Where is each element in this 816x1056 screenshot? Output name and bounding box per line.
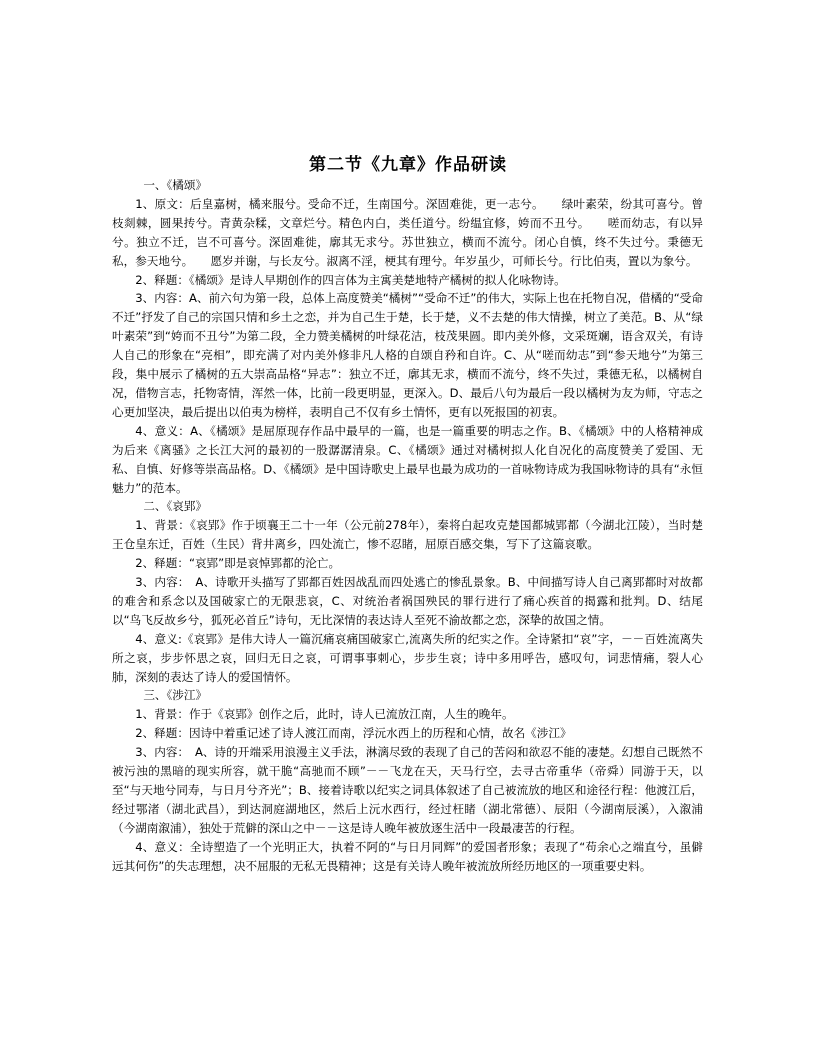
section-heading-she-jiang: 三、《涉江》	[143, 688, 208, 703]
ai-ying-content: 3、内容： A、诗歌开头描写了郢都百姓因战乱而四处逃亡的惨乱景象。B、中间描写诗人自己离郢都时对故都的难舍和系念以及国破家亡的无限悲哀，C、对统治者祸国殃民的罪行进行了痛心疾首的揭露和批判。D、结尾以“鸟飞反故乡兮，狐死必首丘”诗句，无比深情的表达诗人至死不渝故都之恋，深挚的故国之情。	[112, 575, 703, 627]
document-body	[112, 176, 703, 876]
page-title: 第二节《九章》作品研读	[309, 155, 507, 175]
section-heading-ai-ying: 二、《哀郢》	[143, 499, 208, 514]
section-heading-ju-song: 一、《橘颂》	[143, 178, 208, 192]
ju-song-title-explanation: 2、释题：《橘颂》是诗人早期创作的四言体为主寓美楚地特产橘树的拟人化咏物诗。	[135, 272, 566, 287]
she-jiang-significance: 4、意义：全诗塑造了一个光明正大，执着不阿的“与日月同辉”的爱国者形象；表现了“苟余心之端直兮，虽僻远其何伤”的失志理想，决不屈服的无私无畏精神；这是有关诗人晚年被流放所经历地区的一项重要史料。	[112, 839, 703, 873]
ju-song-significance: 4、意义：A、《橘颂》是屈原现存作品中最早的一篇，也是一篇重要的明志之作。B、《橘颂》中的人格精神成为后来《离骚》之长江大河的最初的一股潺潺清泉。C、《橘颂》通过对橘树拟人化自况化的高度赞美了爱国、无私、自慎、好修等崇高品格。D、《橘颂》是中国诗歌史上最早也最为成功的一首咏物诗成为我国咏物诗的具有“永恒魅力”的范本。	[112, 423, 703, 495]
ai-ying-background: 1、背景：《哀郢》作于顷襄王二十一年（公元前278年），秦将白起攻克楚国都城郢都（今湖北江陵），当时楚王仓皇东迁，百姓（生民）背井离乡，四处流亡，惨不忍睹，屈原百感交集，写下了这篇哀歌。	[112, 518, 703, 552]
she-jiang-title-explanation: 2、释题：因诗中着重记述了诗人渡江而南，浮沅水西上的历程和心情，故名《涉江》	[135, 726, 572, 741]
she-jiang-content: 3、内容： A、诗的开端采用浪漫主义手法，淋漓尽致的表现了自己的苦闷和欲忍不能的凄楚。幻想自己既然不被污浊的黑暗的现实所容，就干脆“高驰而不顾”－－飞龙在天，天马行空，去寻古帝重华（帝舜）同游于天，以至“与天地兮同寿，与日月兮齐光”；B、接着诗歌以纪实之词具体叙述了自己被流放的地区和途径行程：他渡江后，经过鄂渚（湖北武昌），到达洞庭湖地区，然后上沅水西行，经过枉睹（湖北常德）、辰阳（今湖南辰溪），入溆浦（今湖南溆浦），独处于荒僻的深山之中－－这是诗人晚年被放逐生活中一段最凄苦的行程。	[112, 745, 703, 835]
ai-ying-title-explanation: 2、释题：“哀郢”即是哀悼郢都的沦亡。	[135, 556, 341, 571]
ai-ying-significance: 4、意义:《哀郢》是伟大诗人一篇沉痛哀痛国破家亡,流离失所的纪实之作。全诗紧扣“哀”字，－－百姓流离失所之哀，步步怀思之哀，回归无日之哀，可谓事事刺心，步步生哀；诗中多用呼告，感叹句，词悲情痛，裂人心肺，深刻的表达了诗人的爱国情怀。	[112, 631, 703, 684]
ju-song-content: 3、内容：A、前六句为第一段，总体上高度赞美“橘树”“受命不迁”的伟大，实际上也在托物自况，借橘的“受命不迁”抒发了自己的宗国只情和乡土之恋，并为自己生于楚，长于楚，义不去楚的伟大情操，树立了美范。B、从“绿叶素荣”到“姱而不丑兮”为第二段，全力赞美橘树的叶绿花洁，枝茂果圆。即内美外修，文采斑斓，语含双关，有诗人自己的形象在“亮相”，即充满了对内美外修非凡人格的自颂自矜和自许。C、从“嗟而幼志”到“参天地兮”为第三段，集中展示了橘树的五大崇高品格“异志”：独立不迁，廓其无求，横而不流兮，终不失过，秉德无私，以橘树自况，借物言志，托物寄情，浑然一体，比前一段更明显，更深入。D、最后八句为最后一段以橘树为友为师，守志之心更加坚决，最后提出以伯夷为榜样，表明自己不仅有乡土情怀，更有以死报国的初衷。	[112, 291, 703, 419]
she-jiang-background: 1、背景：作于《哀郢》创作之后，此时，诗人已流放江南，人生的晚年。	[135, 707, 514, 722]
ju-song-original-text: 1、原文：后皇嘉树，橘来服兮。受命不迁，生南国兮。深固难徙，更一志兮。 绿叶素荣，纷其可喜兮。曾枝剡棘，圆果抟兮。青黄杂糅，文章烂兮。精色内白，类任道兮。纷缊宜修，姱而不丑兮。 嗟而幼志，有以异兮。独立不迁，岂不可喜兮。深固难徙，廓其无求兮。苏世独立，横而不流兮。闭心自慎，终不失过兮。秉德无私，参天地兮。 愿岁并谢，与长友兮。淑离不淫，梗其有理兮。年岁虽少，可师长兮。行比伯夷，置以为象兮。	[112, 196, 703, 268]
